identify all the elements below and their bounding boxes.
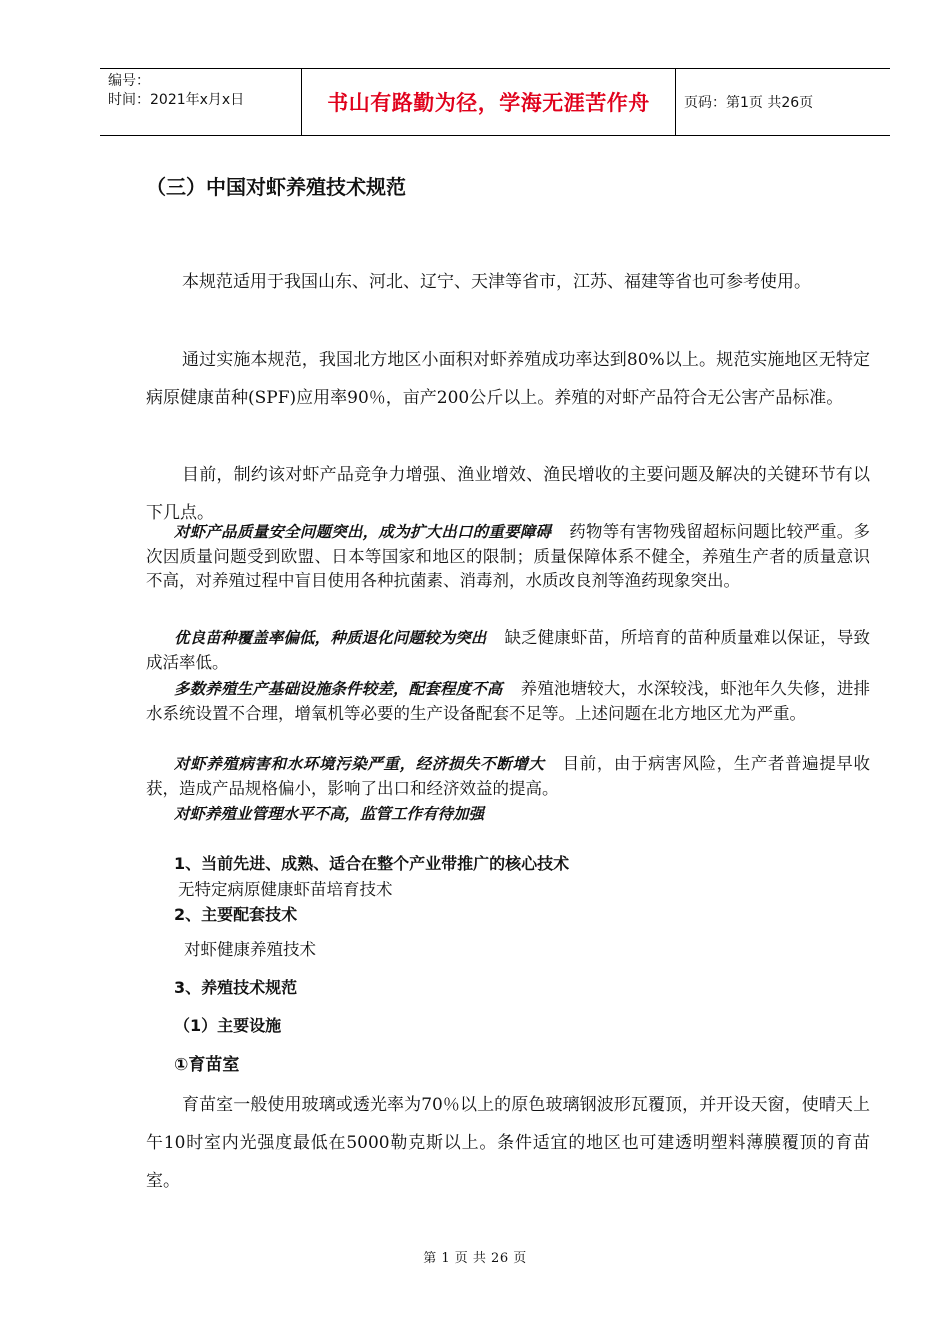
page-title: （三）中国对虾养殖技术规范 bbox=[146, 175, 406, 199]
issue-text: 目前，由于病害风险，生产者普遍提早收获，造成产品规格偏小，影响了出口和经济效益的提高。 bbox=[146, 754, 870, 798]
page-footer: 第 1 页 共 26 页 bbox=[423, 1251, 527, 1266]
section-heading-standards: 3、养殖技术规范 bbox=[174, 978, 298, 997]
section-heading-core-tech: 1、当前先进、成熟、适合在整个产业带推广的核心技术 bbox=[174, 854, 570, 873]
issue-lead: 优良苗种覆盖率偏低，种质退化问题较为突出 bbox=[174, 629, 487, 647]
document-header bbox=[100, 68, 890, 136]
issue-item bbox=[146, 626, 870, 675]
paragraph-goals: 通过实施本规范，我国北方地区小面积对虾养殖成功率达到80%以上。规范实施地区无特定病原健康苗种(SPF)应用率90％，亩产200公斤以上。养殖的对虾产品符合无公害产品标准。 bbox=[146, 350, 870, 408]
header-page-info: 页码：第1页 共26页 bbox=[684, 95, 814, 111]
issue-text: 药物等有害物残留超标问题比较严重。多次因质量问题受到欧盟、日本等国家和地区的限制；质量保障体系不健全，养殖生产者的质量意识不高，对养殖过程中盲目使用各种抗菌素、消毒剂，水质改良剂等渔药现象突出。 bbox=[146, 522, 870, 590]
header-page-cell bbox=[676, 69, 890, 135]
header-motto: 书山有路勤为径，学海无涯苦作舟 bbox=[327, 91, 650, 115]
issue-lead: 对虾养殖病害和水环境污染严重，经济损失不断增大 bbox=[174, 755, 545, 773]
paragraph-scope: 本规范适用于我国山东、河北、辽宁、天津等省市，江苏、福建等省也可参考使用。 bbox=[182, 272, 811, 292]
issue-text: 养殖池塘较大，水深较浅，虾池年久失修，进排水系统设置不合理，增氧机等必要的生产设备配套不足等。上述问题在北方地区尤为严重。 bbox=[146, 679, 870, 723]
issue-item bbox=[146, 520, 870, 594]
header-motto-cell bbox=[302, 69, 676, 135]
time-label: 时间：2021年x月x日 bbox=[108, 92, 245, 108]
issue-lead: 对虾养殖业管理水平不高，监管工作有待加强 bbox=[174, 805, 485, 823]
issue-item bbox=[146, 802, 870, 827]
section-heading-supporting-tech: 2、主要配套技术 bbox=[174, 905, 298, 924]
issue-lead: 多数养殖生产基础设施条件较差，配套程度不高 bbox=[174, 680, 503, 698]
issue-lead: 对虾产品质量安全问题突出，成为扩大出口的重要障碍 bbox=[174, 523, 552, 541]
header-meta bbox=[100, 69, 302, 135]
issue-text: 缺乏健康虾苗，所培育的苗种质量难以保证，导致成活率低。 bbox=[146, 628, 870, 672]
paragraph-problems-intro: 目前，制约该对虾产品竞争力增强、渔业增效、渔民增收的主要问题及解决的关键环节有以下几点。 bbox=[146, 465, 870, 523]
subsection-heading-facilities: （1）主要设施 bbox=[174, 1016, 282, 1035]
number-label: 编号： bbox=[108, 73, 150, 89]
section-text-core-tech: 无特定病原健康虾苗培育技术 bbox=[178, 880, 393, 899]
item-heading-nursery: ①育苗室 bbox=[174, 1055, 240, 1075]
section-text-supporting-tech: 对虾健康养殖技术 bbox=[184, 940, 316, 959]
paragraph-nursery: 育苗室一般使用玻璃或透光率为70％以上的原色玻璃钢波形瓦覆顶，并开设天窗，使晴天上午10时室内光强度最低在5000勒克斯以上。条件适宜的地区也可建透明塑料薄膜覆顶的育苗室。 bbox=[146, 1095, 870, 1191]
issue-item bbox=[146, 752, 870, 801]
issue-item bbox=[146, 677, 870, 726]
